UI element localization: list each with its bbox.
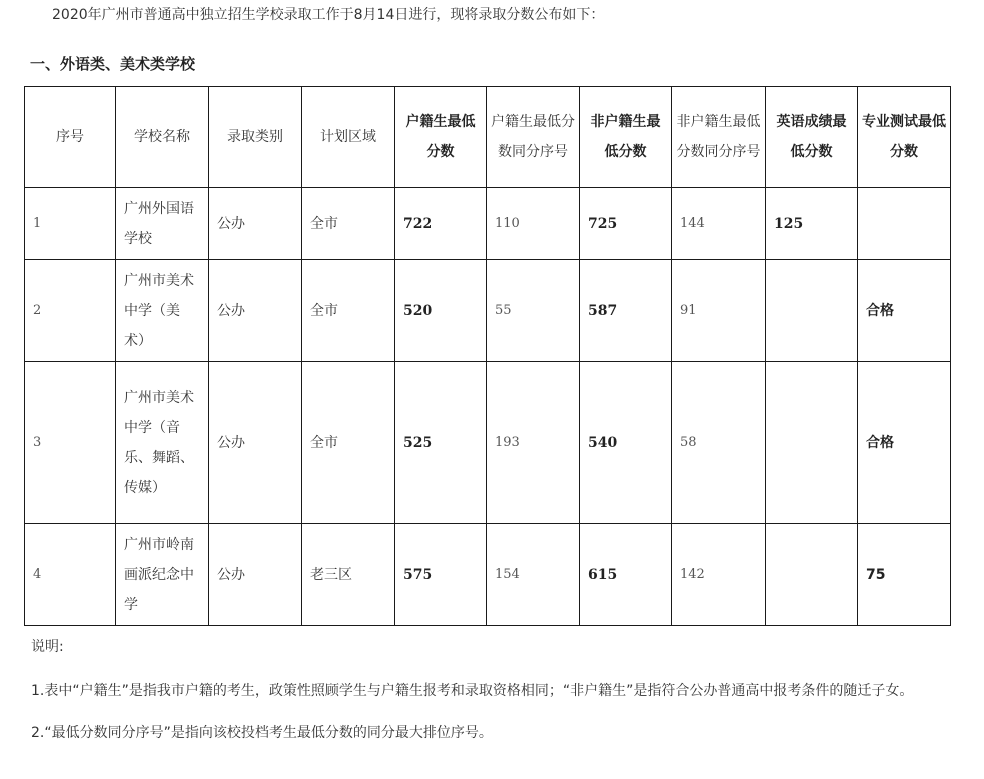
cell-nonhukou-min: 615 bbox=[580, 524, 672, 626]
cell-nonhukou-seq: 58 bbox=[672, 362, 766, 524]
cell-hukou-seq: 110 bbox=[487, 188, 580, 260]
cell-nonhukou-min: 587 bbox=[580, 260, 672, 362]
admission-score-table bbox=[24, 86, 951, 626]
table-row bbox=[25, 260, 951, 362]
table-row bbox=[25, 188, 951, 260]
cell-region: 全市 bbox=[302, 362, 395, 524]
cell-school: 广州市岭南画派纪念中学 bbox=[116, 524, 209, 626]
table-row bbox=[25, 362, 951, 524]
header-cell-prof-min: 专业测试最低分数 bbox=[858, 87, 951, 188]
cell-school: 广州市美术中学（音乐、舞蹈、传媒） bbox=[116, 362, 209, 524]
header-cell-nonhukou-min: 非户籍生最低分数 bbox=[580, 87, 672, 188]
header-cell-english-min: 英语成绩最低分数 bbox=[766, 87, 858, 188]
cell-region: 全市 bbox=[302, 188, 395, 260]
note-item: 1.表中“户籍生”是指我市户籍的考生，政策性照顾学生与户籍生报考和录取资格相同；“非户籍生”是指符合公办普通高中报考条件的随迁子女。 bbox=[31, 683, 914, 699]
intro-paragraph: 2020年广州市普通高中独立招生学校录取工作于8月14日进行，现将录取分数公布如下： bbox=[52, 7, 605, 23]
cell-school: 广州市美术中学（美术） bbox=[116, 260, 209, 362]
notes-section bbox=[31, 632, 951, 748]
cell-region: 老三区 bbox=[302, 524, 395, 626]
cell-hukou-min: 575 bbox=[395, 524, 487, 626]
cell-nonhukou-seq: 144 bbox=[672, 188, 766, 260]
header-cell-hukou-seq: 户籍生最低分数同分序号 bbox=[487, 87, 580, 188]
header-cell-hukou-min: 户籍生最低分数 bbox=[395, 87, 487, 188]
header-cell-category: 录取类别 bbox=[209, 87, 302, 188]
header-cell-no: 序号 bbox=[25, 87, 116, 188]
cell-nonhukou-seq: 142 bbox=[672, 524, 766, 626]
notes-label: 说明: bbox=[31, 639, 64, 655]
cell-english-min bbox=[766, 524, 858, 626]
cell-english-min bbox=[766, 362, 858, 524]
cell-category: 公办 bbox=[209, 524, 302, 626]
cell-prof-min: 75 bbox=[858, 524, 951, 626]
header-cell-school: 学校名称 bbox=[116, 87, 209, 188]
cell-category: 公办 bbox=[209, 260, 302, 362]
cell-category: 公办 bbox=[209, 362, 302, 524]
cell-category: 公办 bbox=[209, 188, 302, 260]
cell-no: 1 bbox=[25, 188, 116, 260]
cell-nonhukou-min: 540 bbox=[580, 362, 672, 524]
cell-school: 广州外国语学校 bbox=[116, 188, 209, 260]
table-row bbox=[25, 524, 951, 626]
cell-nonhukou-seq: 91 bbox=[672, 260, 766, 362]
cell-hukou-min: 722 bbox=[395, 188, 487, 260]
header-cell-region: 计划区域 bbox=[302, 87, 395, 188]
table-header-row bbox=[25, 87, 951, 188]
section-title: 一、外语类、美术类学校 bbox=[30, 55, 196, 73]
header-cell-nonhukou-seq: 非户籍生最低分数同分序号 bbox=[672, 87, 766, 188]
cell-no: 3 bbox=[25, 362, 116, 524]
cell-hukou-seq: 193 bbox=[487, 362, 580, 524]
cell-prof-min bbox=[858, 188, 951, 260]
cell-nonhukou-min: 725 bbox=[580, 188, 672, 260]
cell-no: 2 bbox=[25, 260, 116, 362]
cell-english-min: 125 bbox=[766, 188, 858, 260]
cell-english-min bbox=[766, 260, 858, 362]
cell-hukou-seq: 154 bbox=[487, 524, 580, 626]
cell-region: 全市 bbox=[302, 260, 395, 362]
cell-hukou-min: 525 bbox=[395, 362, 487, 524]
note-item: 2.“最低分数同分序号”是指向该校投档考生最低分数的同分最大排位序号。 bbox=[31, 725, 493, 741]
cell-hukou-min: 520 bbox=[395, 260, 487, 362]
cell-prof-min: 合格 bbox=[858, 362, 951, 524]
cell-no: 4 bbox=[25, 524, 116, 626]
cell-hukou-seq: 55 bbox=[487, 260, 580, 362]
cell-prof-min: 合格 bbox=[858, 260, 951, 362]
